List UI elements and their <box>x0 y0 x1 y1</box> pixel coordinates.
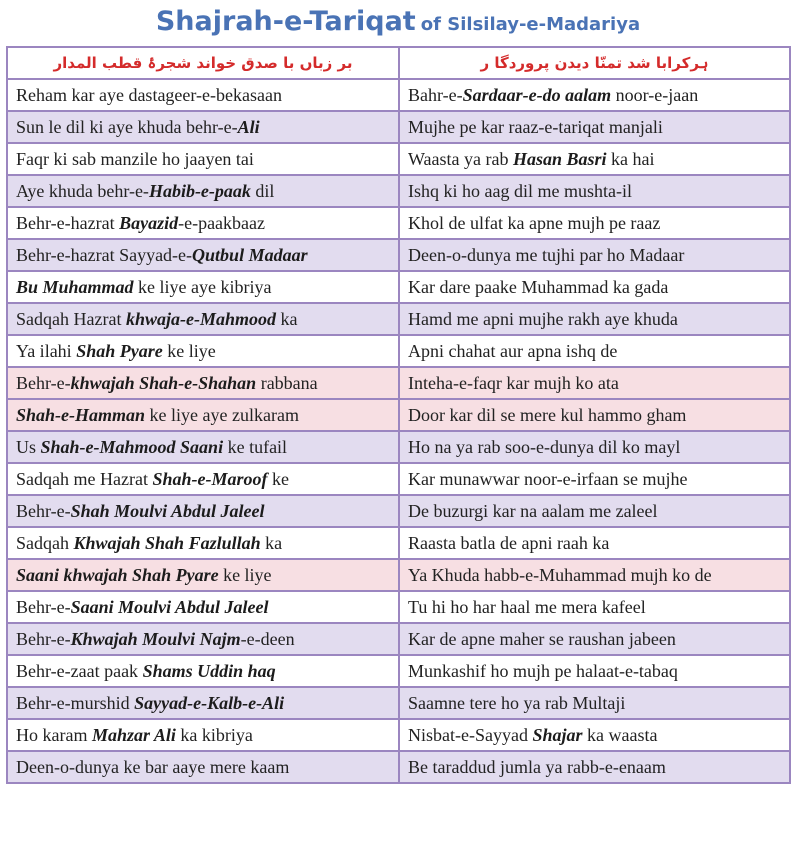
table-row <box>7 79 790 111</box>
page-title <box>0 6 796 44</box>
table-row <box>7 559 790 591</box>
verse-name-highlight: Bayazid <box>119 212 179 233</box>
verse-text: ka waasta <box>582 724 658 745</box>
table-row <box>7 207 790 239</box>
verse-name-highlight: Shah-e-Maroof <box>152 468 268 489</box>
verse-text: ke liye aye kibriya <box>133 276 272 297</box>
shajrah-table <box>6 46 791 784</box>
verse-name-highlight: Shams Uddin haq <box>142 660 276 681</box>
verse-text: Sun le dil ki aye khuda behr-e- <box>16 116 238 137</box>
verse-text: Sadqah <box>16 532 74 553</box>
verse-right <box>399 143 790 175</box>
table-row <box>7 175 790 207</box>
verse-left <box>7 591 399 623</box>
verse-text: Raasta batla de apni raah ka <box>408 532 610 553</box>
verse-name-highlight: Shajar <box>532 724 583 745</box>
verse-left <box>7 687 399 719</box>
verse-left <box>7 335 399 367</box>
verse-name-highlight: Shah Pyare <box>76 340 163 361</box>
verse-left <box>7 303 399 335</box>
verse-text: Kar de apne maher se raushan jabeen <box>408 628 676 649</box>
verse-text: Ho karam <box>16 724 92 745</box>
verse-text: Behr-e-hazrat Sayyad-e- <box>16 244 193 265</box>
verse-right <box>399 655 790 687</box>
verse-right <box>399 687 790 719</box>
table-row <box>7 655 790 687</box>
verse-left <box>7 495 399 527</box>
table-row <box>7 367 790 399</box>
verse-text: Apni chahat aur apna ishq de <box>408 340 618 361</box>
verse-name-highlight: Mahzar Ali <box>91 724 176 745</box>
verse-text: De buzurgi kar na aalam me zaleel <box>408 500 658 521</box>
verse-name-highlight: Saani Moulvi Abdul Jaleel <box>70 596 269 617</box>
table-row <box>7 399 790 431</box>
verse-name-highlight: Ali <box>237 116 260 137</box>
verse-text: ka <box>260 532 283 553</box>
verse-right <box>399 463 790 495</box>
verse-text: ke liye <box>162 340 216 361</box>
table-row <box>7 463 790 495</box>
verse-text: ka hai <box>606 148 655 169</box>
verse-text: Mujhe pe kar raaz-e-tariqat manjali <box>408 116 663 137</box>
table-row <box>7 591 790 623</box>
table-row <box>7 239 790 271</box>
table-row <box>7 623 790 655</box>
verse-name-highlight: Qutbul Madaar <box>192 244 308 265</box>
table-row <box>7 751 790 783</box>
verse-left <box>7 175 399 207</box>
verse-name-highlight: khwaja-e-Mahmood <box>125 308 276 329</box>
table-row <box>7 495 790 527</box>
verse-text: Tu hi ho har haal me mera kafeel <box>408 596 646 617</box>
verse-left <box>7 367 399 399</box>
verse-right <box>399 335 790 367</box>
verse-right <box>399 527 790 559</box>
verse-text: Behr-e- <box>16 596 71 617</box>
verse-right <box>399 367 790 399</box>
verse-text: Waasta ya rab <box>408 148 513 169</box>
verse-right <box>399 431 790 463</box>
verse-name-highlight: Shah-e-Mahmood Saani <box>40 436 224 457</box>
verse-name-highlight: Shah-e-Hamman <box>16 404 146 425</box>
verse-left <box>7 271 399 303</box>
verse-right <box>399 207 790 239</box>
verse-left <box>7 751 399 783</box>
verse-name-highlight: Habib-e-paak <box>148 180 251 201</box>
verse-right <box>399 623 790 655</box>
header-row <box>7 47 790 79</box>
verse-left <box>7 655 399 687</box>
verse-text: Deen-o-dunya me tujhi par ho Madaar <box>408 244 685 265</box>
verse-text: Saamne tere ho ya rab Multaji <box>408 692 626 713</box>
verse-text: Khol de ulfat ka apne mujh pe raaz <box>408 212 661 233</box>
verse-text: ka <box>275 308 298 329</box>
verse-right <box>399 175 790 207</box>
verse-right <box>399 591 790 623</box>
verse-left <box>7 399 399 431</box>
verse-right <box>399 239 790 271</box>
verse-name-highlight: Shah Moulvi Abdul Jaleel <box>70 500 265 521</box>
verse-text: Ho na ya rab soo-e-dunya dil ko mayl <box>408 436 681 457</box>
verse-name-highlight: Saani khwajah Shah Pyare <box>16 564 219 585</box>
verse-text: Aye khuda behr-e- <box>16 180 149 201</box>
verse-text: Behr-e- <box>16 628 71 649</box>
verse-name-highlight: Khwajah Shah Fazlullah <box>73 532 261 553</box>
verse-right <box>399 559 790 591</box>
header-right: ہرکرابا شد تمنّا دیدن پروردگا ر <box>399 47 790 79</box>
verse-text: Kar dare paake Muhammad ka gada <box>408 276 669 297</box>
verse-left <box>7 143 399 175</box>
verse-left <box>7 559 399 591</box>
verse-left <box>7 623 399 655</box>
verse-text: Sadqah me Hazrat <box>16 468 153 489</box>
verse-left <box>7 527 399 559</box>
verse-right <box>399 399 790 431</box>
verse-text: Sadqah Hazrat <box>16 308 126 329</box>
table-row <box>7 143 790 175</box>
verse-text: Ya Khuda habb-e-Muhammad mujh ko de <box>408 564 712 585</box>
verse-text: Door kar dil se mere kul hammo gham <box>408 404 687 425</box>
verse-left <box>7 719 399 751</box>
verse-right <box>399 751 790 783</box>
table-row <box>7 687 790 719</box>
verse-text: Hamd me apni mujhe rakh aye khuda <box>408 308 678 329</box>
table-row <box>7 335 790 367</box>
verse-text: Behr-e- <box>16 500 71 521</box>
verse-text: ke tufail <box>223 436 288 457</box>
verse-right <box>399 111 790 143</box>
verse-text: dil <box>250 180 275 201</box>
header-left: بر زباں با صدق خواند شجرۂ قطب المدار <box>7 47 399 79</box>
table-row <box>7 111 790 143</box>
verse-text: Behr-e- <box>16 372 71 393</box>
verse-text: Behr-e-hazrat <box>16 212 120 233</box>
table-row <box>7 719 790 751</box>
verse-text: ke liye <box>218 564 272 585</box>
table-row <box>7 431 790 463</box>
verse-text: Reham kar aye dastageer-e-bekasaan <box>16 84 282 105</box>
verse-text: ke <box>267 468 289 489</box>
verse-text: Ya ilahi <box>16 340 77 361</box>
verse-text: -e-paakbaaz <box>178 212 266 233</box>
verse-name-highlight: Khwajah Moulvi Najm <box>70 628 241 649</box>
verse-text: Deen-o-dunya ke bar aaye mere kaam <box>16 756 290 777</box>
verse-text: noor-e-jaan <box>611 84 699 105</box>
verse-left <box>7 431 399 463</box>
table-row <box>7 271 790 303</box>
verse-text: Us <box>16 436 41 457</box>
verse-name-highlight: Bu Muhammad <box>16 276 134 297</box>
verse-text: Munkashif ho mujh pe halaat-e-tabaq <box>408 660 678 681</box>
verse-left <box>7 79 399 111</box>
title-sub: of Silsilay-e-Madariya <box>420 14 641 35</box>
verse-text: ke liye aye zulkaram <box>145 404 299 425</box>
verse-text: ka kibriya <box>175 724 253 745</box>
verse-text: Ishq ki ho aag dil me mushta-il <box>408 180 632 201</box>
verse-text: Inteha-e-faqr kar mujh ko ata <box>408 372 619 393</box>
verse-name-highlight: Sardaar-e-do aalam <box>462 84 612 105</box>
table-row <box>7 527 790 559</box>
verse-text: Nisbat-e-Sayyad <box>408 724 533 745</box>
verse-left <box>7 207 399 239</box>
verse-name-highlight: Sayyad-e-Kalb-e-Ali <box>134 692 285 713</box>
verse-text: -e-deen <box>240 628 295 649</box>
verse-right <box>399 719 790 751</box>
verse-name-highlight: khwajah Shah-e-Shahan <box>70 372 257 393</box>
verse-text: Faqr ki sab manzile ho jaayen tai <box>16 148 254 169</box>
verse-text: rabbana <box>256 372 318 393</box>
verse-name-highlight: Hasan Basri <box>513 148 607 169</box>
verse-left <box>7 111 399 143</box>
table-row <box>7 303 790 335</box>
verse-left <box>7 463 399 495</box>
verse-text: Bahr-e- <box>408 84 463 105</box>
verse-text: Behr-e-zaat paak <box>16 660 143 681</box>
verse-right <box>399 79 790 111</box>
verse-text: Behr-e-murshid <box>16 692 135 713</box>
verse-right <box>399 271 790 303</box>
verse-left <box>7 239 399 271</box>
verse-right <box>399 495 790 527</box>
verse-right <box>399 303 790 335</box>
verse-text: Kar munawwar noor-e-irfaan se mujhe <box>408 468 688 489</box>
title-main: Shajrah-e-Tariqat <box>155 6 416 37</box>
verse-text: Be taraddud jumla ya rabb-e-enaam <box>408 756 666 777</box>
